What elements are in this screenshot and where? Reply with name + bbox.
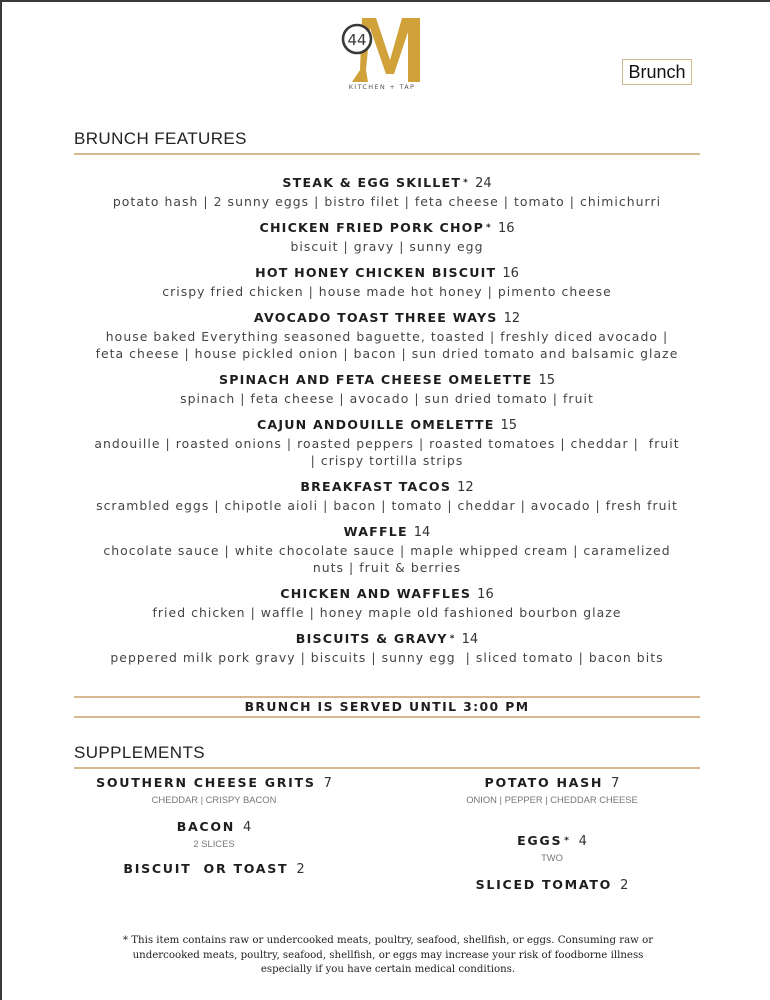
menu-item	[74, 585, 700, 621]
supplement-price: 7	[323, 776, 332, 791]
menu-item	[74, 630, 700, 666]
menu-item-name: CAJUN ANDOUILLE OMELETTE	[256, 417, 495, 432]
menu-item	[74, 523, 700, 576]
menu-item-description: crispy fried chicken | house made hot honey | pimento cheese	[162, 284, 612, 299]
supplement-item	[94, 774, 334, 806]
menu-item	[74, 264, 700, 300]
raw-warning-star: *	[486, 223, 492, 233]
supplements-left-column	[94, 774, 334, 879]
raw-warning-star: *	[449, 634, 456, 644]
menu-item-name: STEAK & EGG SKILLET	[282, 175, 462, 190]
brunch-features-list	[74, 174, 700, 675]
menu-item	[74, 309, 700, 362]
menu-item-description: feta cheese | house pickled onion | bacon | sun dried tomato and balsamic glaze	[95, 346, 679, 361]
menu-item-title	[74, 630, 700, 649]
supplement-name: BISCUIT OR TOAST	[123, 861, 289, 876]
disclaimer-line: * This item contains raw or undercooked meats, poultry, seafood, shellfish, or eggs. Consuming raw or	[122, 935, 654, 946]
menu-item-description: house baked Everything seasoned baguette, toasted | freshly diced avocado |	[105, 329, 669, 344]
brunch-features-heading: BRUNCH FEATURES	[74, 129, 700, 155]
supplement-item	[94, 860, 334, 879]
menu-item	[74, 174, 700, 210]
menu-item-price: 15	[538, 373, 556, 388]
supplement-name: BACON	[176, 819, 236, 834]
logo-subtitle: KITCHEN + TAP	[348, 83, 416, 91]
raw-warning-star: *	[564, 836, 571, 846]
menu-item-name: BREAKFAST TACOS	[300, 479, 452, 494]
supplement-item	[94, 818, 334, 850]
menu-item-title	[74, 219, 700, 238]
menu-item-title	[74, 264, 700, 283]
menu-item-description: fried chicken | waffle | honey maple old fashioned bourbon glaze	[152, 605, 622, 620]
menu-item-title	[74, 309, 700, 328]
menu-item-price: 14	[413, 525, 431, 540]
menu-item	[74, 219, 700, 255]
disclaimer-line: especially if you have certain medical conditions.	[260, 964, 516, 976]
menu-item-title	[74, 371, 700, 390]
menu-item-title	[74, 585, 700, 604]
supplement-item	[432, 876, 672, 895]
menu-item-name: WAFFLE	[343, 524, 408, 539]
menu-item-title	[74, 174, 700, 193]
supplement-name: SLICED TOMATO	[475, 877, 613, 892]
menu-item-description: andouille | roasted onions | roasted peppers | roasted tomatoes | cheddar | fruit	[94, 436, 680, 451]
supplement-price: 2	[296, 862, 305, 877]
menu-item-description: peppered milk pork gravy | biscuits | sunny egg | sliced tomato | bacon bits	[110, 650, 664, 665]
menu-item-price: 16	[502, 266, 519, 281]
supplement-name: EGGS	[517, 833, 563, 848]
supplements-heading: SUPPLEMENTS	[74, 743, 700, 769]
restaurant-logo	[340, 14, 424, 96]
menu-item-description: nuts | fruit & berries	[312, 560, 462, 575]
menu-item-price: 16	[477, 587, 494, 602]
supplement-price: 2	[620, 878, 629, 893]
menu-item-title	[74, 416, 700, 435]
supplement-desc: CHEDDAR | CRISPY BACON	[151, 794, 277, 805]
menu-item-description: | crispy tortilla strips	[310, 453, 464, 468]
menu-item-name: CHICKEN FRIED PORK CHOP	[259, 220, 485, 235]
menu-item-description: chocolate sauce | white chocolate sauce | maple whipped cream | caramelized	[103, 543, 671, 558]
supplement-name: POTATO HASH	[484, 775, 604, 790]
menu-item-price: 12	[503, 311, 521, 326]
logo-m-icon	[340, 14, 424, 84]
supplement-item	[432, 832, 672, 864]
menu-item-price: 16	[497, 221, 515, 236]
supplement-price: 4	[243, 820, 252, 835]
menu-item-title	[74, 478, 700, 497]
menu-item	[74, 371, 700, 407]
menu-item-name: SPINACH AND FETA CHEESE OMELETTE	[218, 372, 533, 387]
svg-text:44: 44	[347, 31, 367, 49]
supplements-right-column	[432, 774, 672, 895]
supplement-price: 7	[611, 776, 620, 791]
supplement-price: 4	[578, 834, 587, 849]
menu-item-description: scrambled eggs | chipotle aioli | bacon | tomato | cheddar | avocado | fresh fruit	[96, 498, 678, 513]
supplement-item	[432, 774, 672, 806]
menu-item-price: 24	[475, 176, 492, 191]
menu-item-title	[74, 523, 700, 542]
menu-item-description: biscuit | gravy | sunny egg	[290, 239, 484, 254]
menu-item	[74, 416, 700, 469]
menu-item-price: 14	[461, 632, 479, 647]
brunch-served-notice: BRUNCH IS SERVED UNTIL 3:00 PM	[74, 696, 700, 718]
supplement-desc: ONION | PEPPER | CHEDDAR CHEESE	[466, 794, 638, 805]
brunch-menu-button[interactable]: Brunch	[622, 59, 692, 85]
menu-item-price: 12	[457, 480, 474, 495]
supplement-desc: TWO	[541, 852, 563, 863]
menu-item-description: spinach | feta cheese | avocado | sun dried tomato | fruit	[180, 391, 594, 406]
food-safety-disclaimer	[82, 934, 694, 978]
menu-item-description: potato hash | 2 sunny eggs | bistro filet | feta cheese | tomato | chimichurri	[112, 194, 662, 209]
menu-item-name: CHICKEN AND WAFFLES	[280, 586, 472, 601]
raw-warning-star: *	[463, 178, 470, 188]
menu-item-name: HOT HONEY CHICKEN BISCUIT	[255, 265, 497, 280]
supplement-name: SOUTHERN CHEESE GRITS	[96, 775, 316, 790]
disclaimer-line: undercooked meats, poultry, seafood, shellfish, or eggs may increase your risk of foodborne illness	[132, 949, 644, 961]
menu-item-name: AVOCADO TOAST THREE WAYS	[253, 310, 498, 325]
menu-item	[74, 478, 700, 514]
menu-item-price: 15	[500, 418, 518, 433]
supplement-desc: 2 SLICES	[193, 838, 235, 849]
menu-item-name: BISCUITS & GRAVY	[295, 631, 448, 646]
